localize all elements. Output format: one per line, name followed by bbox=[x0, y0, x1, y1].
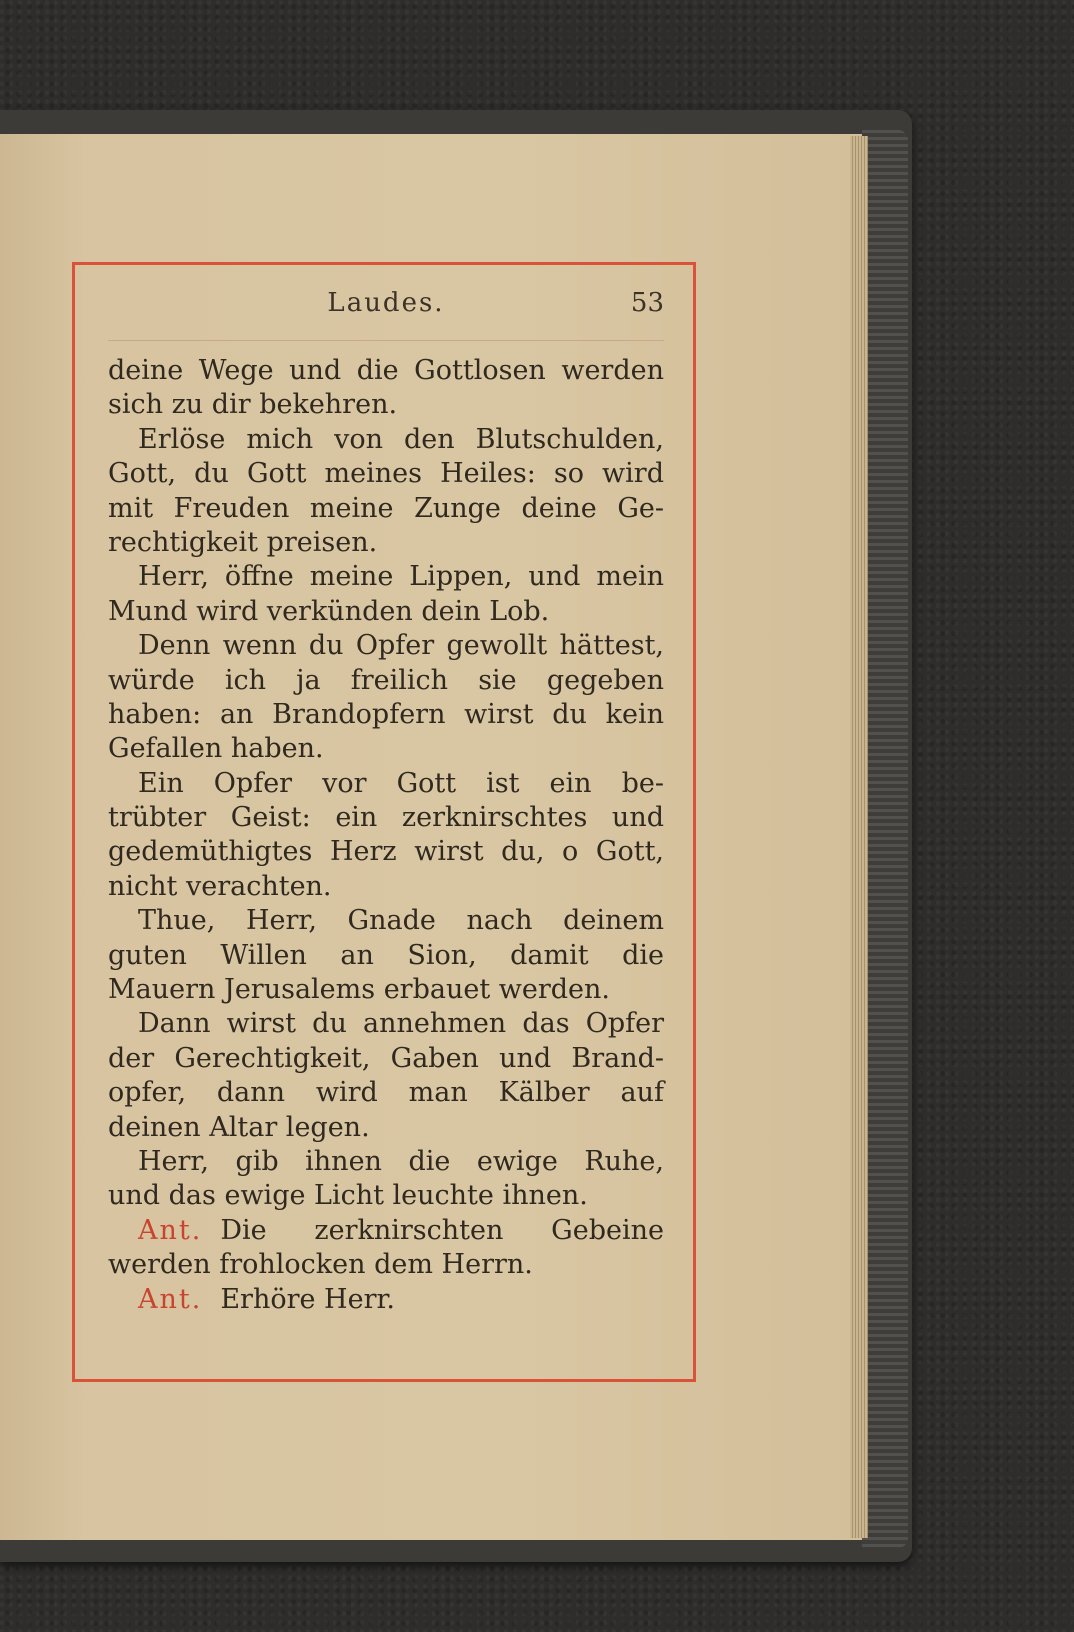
text-line: der Gerechtigkeit, Gaben und Brand- bbox=[108, 1042, 664, 1074]
page-body-text bbox=[108, 354, 664, 1317]
text-line: Thue, Herr, Gnade nach deinem bbox=[138, 905, 664, 937]
text-line: Mauern Jerusalems erbauet werden. bbox=[108, 974, 610, 1006]
text-line: deinen Altar legen. bbox=[108, 1111, 370, 1143]
antiphon-line bbox=[108, 1283, 664, 1317]
text-line: nicht verachten. bbox=[108, 870, 332, 902]
text-line: Herr, öffne meine Lippen, und mein bbox=[138, 561, 664, 593]
header-rule bbox=[108, 340, 664, 341]
antiphon-line bbox=[108, 1214, 664, 1248]
text-line: Ein Opfer vor Gott ist ein be- bbox=[138, 767, 664, 799]
text-line: guten Willen an Sion, damit die bbox=[108, 939, 664, 971]
antiphon-label: Ant. bbox=[138, 1214, 203, 1246]
text-line: trübter Geist: ein zerknirschtes und bbox=[108, 802, 664, 834]
text-line: opfer, dann wird man Kälber auf bbox=[108, 1077, 664, 1109]
text-line: Dann wirst du annehmen das Opfer bbox=[138, 1008, 664, 1040]
text-line: und das ewige Licht leuchte ihnen. bbox=[108, 1180, 588, 1212]
text-line: mit Freuden meine Zunge deine Ge- bbox=[108, 492, 664, 524]
text-line: Gott, du Gott meines Heiles: so wird bbox=[108, 458, 664, 490]
text-line: Gefallen haben. bbox=[108, 733, 324, 765]
antiphon-text: werden frohlocken dem Herrn. bbox=[108, 1249, 533, 1281]
book-spine-edge bbox=[862, 130, 908, 1548]
antiphon-text: Erhöre Herr. bbox=[220, 1283, 396, 1315]
antiphon-text: Die zerknirschten Gebeine bbox=[220, 1214, 664, 1246]
text-line: rechtigkeit preisen. bbox=[108, 526, 378, 558]
antiphon-line bbox=[108, 1248, 664, 1282]
text-line: deine Wege und die Gottlosen werden bbox=[108, 355, 664, 386]
text-line: Herr, gib ihnen die ewige Ruhe, bbox=[138, 1145, 664, 1177]
text-line: Erlöse mich von den Blutschulden, bbox=[138, 423, 664, 455]
text-line: sich zu dir bekehren. bbox=[108, 389, 398, 421]
text-line: Denn wenn du Opfer gewollt hättest, bbox=[138, 630, 664, 662]
page-number: 53 bbox=[630, 288, 664, 318]
text-line: haben: an Brandopfern wirst du kein bbox=[108, 698, 664, 730]
antiphon-label: Ant. bbox=[138, 1283, 203, 1315]
running-title: Laudes. bbox=[327, 288, 445, 318]
page-header bbox=[108, 288, 664, 328]
text-line: Mund wird verkünden dein Lob. bbox=[108, 595, 550, 627]
page-edges bbox=[850, 136, 868, 1538]
text-line: gedemüthigtes Herz wirst du, o Gott, bbox=[108, 836, 664, 868]
text-line: würde ich ja freilich sie gegeben bbox=[108, 664, 664, 696]
